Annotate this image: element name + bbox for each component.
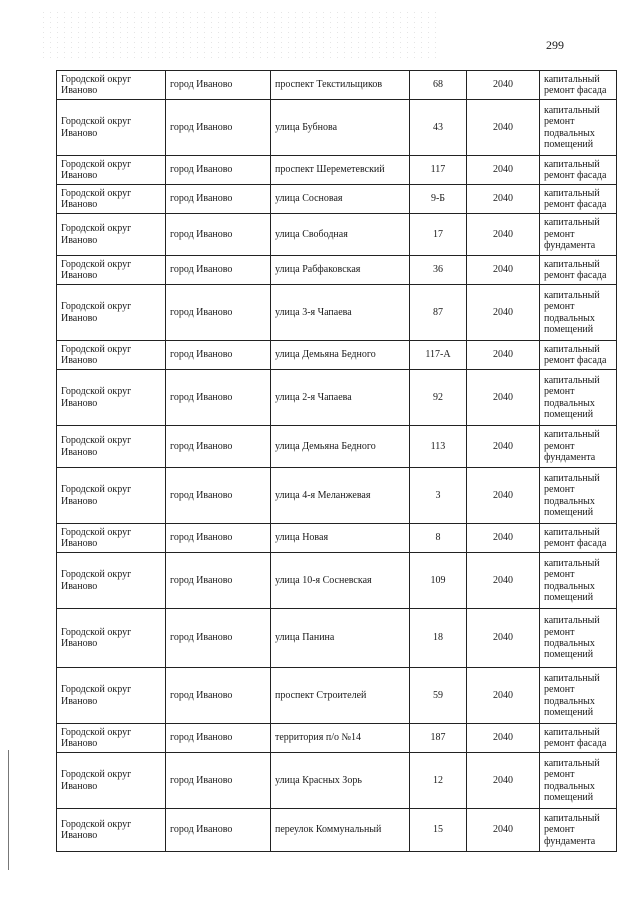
cell-street: улица Бубнова (271, 100, 410, 156)
cell-work: капитальный ремонт подвальных помещений (540, 753, 617, 809)
cell-year: 2040 (467, 341, 540, 370)
cell-work: капитальный ремонт фундамента (540, 214, 617, 256)
cell-city: город Иваново (166, 609, 271, 668)
cell-city: город Иваново (166, 214, 271, 256)
cell-house: 113 (410, 426, 467, 468)
table-row (57, 185, 617, 214)
cell-district: Городской округ Иваново (57, 426, 166, 468)
cell-district: Городской округ Иваново (57, 370, 166, 426)
cell-city: город Иваново (166, 468, 271, 524)
cell-house: 17 (410, 214, 467, 256)
cell-house: 3 (410, 468, 467, 524)
cell-work: капитальный ремонт фасада (540, 724, 617, 753)
cell-year: 2040 (467, 100, 540, 156)
cell-work: капитальный ремонт подвальных помещений (540, 468, 617, 524)
cell-year: 2040 (467, 256, 540, 285)
cell-city: город Иваново (166, 553, 271, 609)
cell-street: улица Рабфаковская (271, 256, 410, 285)
table-row (57, 668, 617, 724)
cell-work: капитальный ремонт подвальных помещений (540, 609, 617, 668)
cell-district: Городской округ Иваново (57, 285, 166, 341)
table-row (57, 71, 617, 100)
cell-city: город Иваново (166, 100, 271, 156)
table-row (57, 468, 617, 524)
table-row (57, 285, 617, 341)
table-row (57, 256, 617, 285)
cell-year: 2040 (467, 156, 540, 185)
table-row (57, 370, 617, 426)
cell-work: капитальный ремонт подвальных помещений (540, 668, 617, 724)
cell-city: город Иваново (166, 724, 271, 753)
cell-city: город Иваново (166, 256, 271, 285)
cell-street: улица Сосновая (271, 185, 410, 214)
cell-district: Городской округ Иваново (57, 156, 166, 185)
cell-street: улица 4-я Меланжевая (271, 468, 410, 524)
table-row (57, 524, 617, 553)
cell-year: 2040 (467, 809, 540, 852)
cell-house: 109 (410, 553, 467, 609)
cell-district: Городской округ Иваново (57, 341, 166, 370)
table-row (57, 100, 617, 156)
table-row (57, 724, 617, 753)
cell-street: улица 2-я Чапаева (271, 370, 410, 426)
cell-street: проспект Шереметевский (271, 156, 410, 185)
cell-house: 9-Б (410, 185, 467, 214)
cell-city: город Иваново (166, 185, 271, 214)
cell-year: 2040 (467, 285, 540, 341)
cell-street: улица Красных Зорь (271, 753, 410, 809)
cell-year: 2040 (467, 468, 540, 524)
cell-street: проспект Строителей (271, 668, 410, 724)
table-row (57, 553, 617, 609)
cell-district: Городской округ Иваново (57, 753, 166, 809)
cell-work: капитальный ремонт фасада (540, 185, 617, 214)
cell-year: 2040 (467, 370, 540, 426)
registry-table-body (57, 71, 617, 852)
cell-work: капитальный ремонт фундамента (540, 426, 617, 468)
cell-street: территория п/о №14 (271, 724, 410, 753)
cell-district: Городской округ Иваново (57, 214, 166, 256)
table-row (57, 609, 617, 668)
cell-year: 2040 (467, 214, 540, 256)
cell-district: Городской округ Иваново (57, 553, 166, 609)
table-row (57, 426, 617, 468)
cell-work: капитальный ремонт фасада (540, 524, 617, 553)
cell-city: город Иваново (166, 156, 271, 185)
cell-district: Городской округ Иваново (57, 468, 166, 524)
cell-year: 2040 (467, 71, 540, 100)
cell-district: Городской округ Иваново (57, 185, 166, 214)
cell-year: 2040 (467, 553, 540, 609)
cell-street: улица Новая (271, 524, 410, 553)
table-row (57, 341, 617, 370)
cell-house: 117 (410, 156, 467, 185)
cell-year: 2040 (467, 524, 540, 553)
cell-year: 2040 (467, 724, 540, 753)
cell-year: 2040 (467, 609, 540, 668)
cell-house: 43 (410, 100, 467, 156)
cell-city: город Иваново (166, 809, 271, 852)
cell-house: 187 (410, 724, 467, 753)
cell-city: город Иваново (166, 753, 271, 809)
cell-district: Городской округ Иваново (57, 71, 166, 100)
cell-work: капитальный ремонт фасада (540, 71, 617, 100)
cell-house: 59 (410, 668, 467, 724)
cell-house: 15 (410, 809, 467, 852)
cell-street: переулок Коммунальный (271, 809, 410, 852)
scan-noise (40, 10, 440, 60)
cell-district: Городской округ Иваново (57, 809, 166, 852)
cell-city: город Иваново (166, 71, 271, 100)
cell-work: капитальный ремонт фасада (540, 156, 617, 185)
cell-district: Городской округ Иваново (57, 724, 166, 753)
table-row (57, 809, 617, 852)
table-row (57, 156, 617, 185)
cell-house: 12 (410, 753, 467, 809)
cell-year: 2040 (467, 185, 540, 214)
cell-street: улица 10-я Сосневская (271, 553, 410, 609)
cell-district: Городской округ Иваново (57, 256, 166, 285)
cell-house: 87 (410, 285, 467, 341)
cell-work: капитальный ремонт фасада (540, 256, 617, 285)
cell-city: город Иваново (166, 524, 271, 553)
table-row (57, 753, 617, 809)
cell-street: улица Демьяна Бедного (271, 426, 410, 468)
cell-work: капитальный ремонт подвальных помещений (540, 553, 617, 609)
cell-house: 68 (410, 71, 467, 100)
cell-district: Городской округ Иваново (57, 668, 166, 724)
cell-house: 18 (410, 609, 467, 668)
cell-district: Городской округ Иваново (57, 609, 166, 668)
cell-work: капитальный ремонт подвальных помещений (540, 370, 617, 426)
cell-city: город Иваново (166, 426, 271, 468)
cell-city: город Иваново (166, 285, 271, 341)
cell-city: город Иваново (166, 370, 271, 426)
cell-district: Городской округ Иваново (57, 100, 166, 156)
cell-street: улица Свободная (271, 214, 410, 256)
cell-house: 92 (410, 370, 467, 426)
cell-house: 117-А (410, 341, 467, 370)
cell-work: капитальный ремонт подвальных помещений (540, 285, 617, 341)
margin-line (8, 750, 9, 870)
cell-year: 2040 (467, 753, 540, 809)
cell-year: 2040 (467, 426, 540, 468)
cell-street: проспект Текстильщиков (271, 71, 410, 100)
page-number: 299 (546, 38, 564, 52)
cell-work: капитальный ремонт фундамента (540, 809, 617, 852)
cell-city: город Иваново (166, 341, 271, 370)
registry-table (56, 70, 617, 852)
table-row (57, 214, 617, 256)
cell-house: 36 (410, 256, 467, 285)
cell-city: город Иваново (166, 668, 271, 724)
cell-work: капитальный ремонт фасада (540, 341, 617, 370)
cell-year: 2040 (467, 668, 540, 724)
cell-street: улица Демьяна Бедного (271, 341, 410, 370)
cell-house: 8 (410, 524, 467, 553)
cell-street: улица Панина (271, 609, 410, 668)
cell-district: Городской округ Иваново (57, 524, 166, 553)
cell-street: улица 3-я Чапаева (271, 285, 410, 341)
cell-work: капитальный ремонт подвальных помещений (540, 100, 617, 156)
